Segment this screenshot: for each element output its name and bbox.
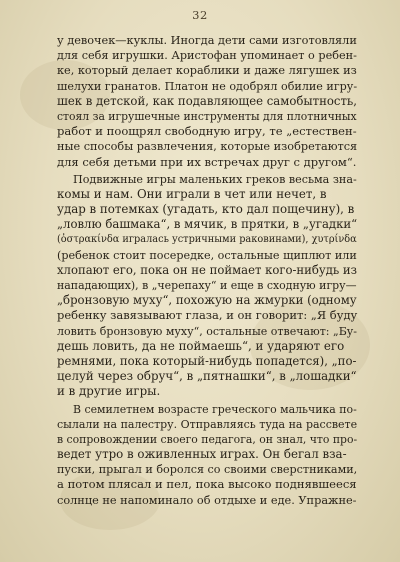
text-line: В семилетнем возрасте греческого мальчика по- xyxy=(73,402,357,416)
text-line: солнце не напоминало об отдыхе и еде. Упражне- xyxy=(57,493,357,507)
text-line: ремнями, пока который-нибудь попадется), „по- xyxy=(57,353,357,368)
text-line: а потом плясал и пел, пока высоко поднявшееся xyxy=(57,477,357,492)
text-line: комы и нам. Они играли в чет или нечет, в xyxy=(57,186,327,201)
text-line: Подвижные игры маленьких греков весьма зна- xyxy=(73,172,357,186)
text-line: стоял за игрушечные инструменты для плотничных xyxy=(57,109,357,123)
text-line: ке, который делает кораблики и даже лягушек из xyxy=(57,64,357,78)
text-line: работ и поощрял свободную игру, те „естествен- xyxy=(57,124,357,139)
text-line: сылали на палестру. Отправляясь туда на рассвете xyxy=(57,417,358,431)
text-line: в сопровождении своего педагога, он знал, что про- xyxy=(57,432,358,446)
paragraph xyxy=(57,402,357,508)
text-line: дешь ловить, да не поймаешь“, и ударяют его xyxy=(57,338,345,353)
text-line: для себя игрушки. Аристофан упоминает о ребен- xyxy=(57,49,357,63)
text-line: ные способы развлечения, которые изобретаются xyxy=(57,140,358,154)
paragraph xyxy=(57,33,357,170)
text-line: ловить бронзовую муху“, остальные отвечают: „Бу- xyxy=(57,324,358,338)
text-line: ведет утро в оживленных играх. Он бегал вза- xyxy=(57,447,347,462)
text-line: хлопают его, пока он не поймает кого-нибудь из xyxy=(57,262,357,277)
body-text xyxy=(57,33,357,508)
page-number: 32 xyxy=(192,8,208,22)
paragraph xyxy=(57,172,357,400)
text-line: (ὀστρακίνδα игралась устричными раковинами), χυτρίνδα xyxy=(57,234,357,246)
text-line: „ловлю башмака“, в мячик, в прятки, в „угадки“ xyxy=(57,217,358,232)
text-line: для себя детьми при их встречах друг с другом“. xyxy=(57,154,357,169)
text-line: „бронзовую муху“, похожую на жмурки (одному xyxy=(57,293,357,308)
text-line: шелухи гранатов. Платон не одобрял обилие игру- xyxy=(57,79,358,93)
text-line: у девочек—куклы. Иногда дети сами изготовляли xyxy=(57,34,357,47)
text-line: ребенку завязывают глаза, и он говорит: „Я буду xyxy=(57,308,358,323)
text-line: пуски, прыгал и боролся со своими сверстниками, xyxy=(57,463,358,477)
text-line: нападающих), в „черепаху“ и еще в сходную игру— xyxy=(57,279,357,292)
text-line: (ребенок стоит посередке, остальные щиплют или xyxy=(57,248,357,262)
text-line: шек в детской, как подавляющее самобытность, xyxy=(57,93,357,108)
text-line: и в другие игры. xyxy=(57,384,161,399)
text-line: удар в потемках (угадать, кто дал пощечину), в xyxy=(57,202,355,217)
text-line: целуй через обруч“, в „пятнашки“, в „лошадки“ xyxy=(57,369,357,384)
